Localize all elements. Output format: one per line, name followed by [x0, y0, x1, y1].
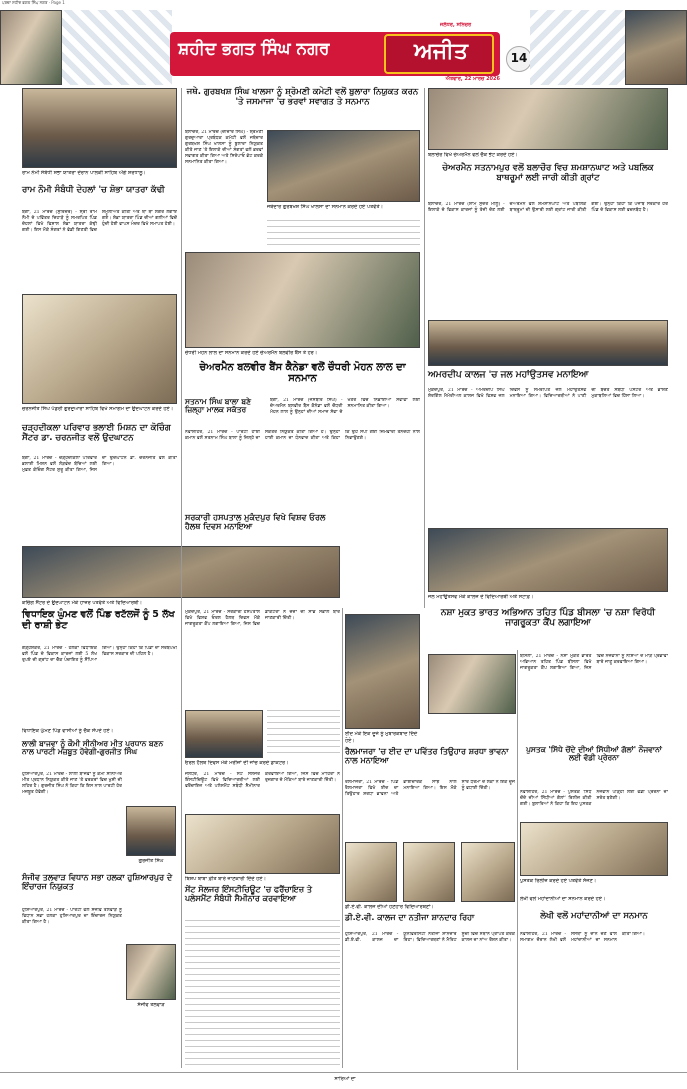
a2-body-cont [267, 220, 420, 250]
a1-caption: ਰਾਮ ਨੌਮੀ ਸੰਬੰਧੀ ਸ਼ੋਭਾ ਯਾਤਰਾ ਦੌਰਾਨ ਪਾਲਕੀ ਸਾਹਿਬ ਅੱਗੇ ਸ਼ਰਧਾਲੂ। [22, 170, 146, 176]
a11-portrait [126, 944, 176, 1000]
a8-headline: ਅਮਰਦੀਪ ਕਾਲਜ 'ਚ ਜਲ ਮਹਾਂਉਤਸਵ ਮਨਾਇਆ [428, 370, 589, 380]
a10-headline: ਲਾਲੀ ਬਾਜਵਾ ਨੂੰ ਕੌਮੀ ਸੀਨੀਅਰ ਮੀਤ ਪ੍ਰਧਾਨ ਬਣਨ ਨਾਲ ਪਾਰਟੀ ਮਜ਼ਬੂਤ ਹੋਵੇਗੀ-ਗੁਰਜੀਤ ਸਿੰਘ [22, 739, 164, 757]
a16-photo-2 [403, 842, 455, 902]
a3-photo [185, 252, 420, 348]
a16-body: ਹੁਸ਼ਿਆਰਪੁਰ, 21 ਮਾਰਚ - ਡੀ.ਏ.ਵੀ. ਕਾਲਜ ਦਾ ਯੂਨੀਵਰਸਿਟੀ ਨਤੀਜਾ ਸ਼ਾਨਦਾਰ ਰਿਹਾ। ਵਿਦਿਆਰਥਣਾਂ ਨੇ ਮੈਰਿਟ ਸੂਚੀ ਵਿਚ ਸਥਾਨ ਪ੍ਰਾਪਤ ਕਰਕੇ ਕਾਲਜ ਦਾ ਨਾਂਅ ਰੌਸ਼ਨ ਕੀਤਾ। [345, 932, 515, 943]
a4-photo [428, 88, 668, 150]
a10-portrait [126, 806, 176, 856]
a9-body: ਗੜ੍ਹਸ਼ੰਕਰ, 21 ਮਾਰਚ - ਹਲਕਾ ਵਿਧਾਇਕ ਵਲੋਂ ਪਿੰਡ ਦੇ ਵਿਕਾਸ ਕਾਰਜਾਂ ਲਈ 5 ਲੱਖ ਰੁਪਏ ਦੀ ਗ੍ਰਾਂਟ ਦਾ ਚੈੱਕ ਪੰਚਾਇਤ ਨੂੰ ਸੌਂਪਿਆ ਗਿਆ। ਉਨ੍ਹਾਂ ਕਿਹਾ ਕਿ ਪਿੰਡਾਂ ਦਾ ਸਰਬਪੱਖੀ ਵਿਕਾਸ ਸਰਕਾਰ ਦੀ ਪਹਿਲ ਹੈ। [22, 646, 177, 663]
a14-caption: ਈਦ ਮੌਕੇ ਇਕ ਦੂਜੇ ਨੂੰ ਮੁਬਾਰਕਬਾਦ ਦਿੰਦੇ ਹੋਏ। [345, 731, 418, 744]
a5-caption: ਚਰਨਜੀਤ ਸਿੰਘ ਪੰਡੋਰੀ ਗੁਰਦੁਆਰਾ ਸਾਹਿਬ ਵਿਖੇ ਸਮਾਗਮ ਦਾ ਉਦਘਾਟਨ ਕਰਦੇ ਹੋਏ। [22, 406, 174, 412]
scan-strip [0, 0, 687, 10]
column-rule-3 [342, 608, 343, 1068]
a12-photo [185, 814, 340, 874]
a8-body: ਮੁਕੰਦਪੁਰ, 21 ਮਾਰਚ - ਅਮਰਦੀਪ ਸਿੰਘ ਸ਼ੇਰਗਿੱਲ ਮੈਮੋਰੀਅਲ ਕਾਲਜ ਵਿਖੇ ਵਿਸ਼ਵ ਜਲ ਦਿਵਸ ਨੂੰ ਸਮਰਪਿਤ ਜਲ ਮਹਾਂਉਤਸਵ ਮਨਾਇਆ ਗਿਆ। ਵਿਦਿਆਰਥੀਆਂ ਨੇ ਪਾਣੀ ਦੀ ਬੱਚਤ ਸਬੰਧੀ ਪੋਸਟਰ ਅਤੇ ਭਾਸ਼ਣ ਮੁਕਾਬਲਿਆਂ ਵਿਚ ਹਿੱਸਾ ਲਿਆ। [428, 388, 668, 399]
a12-headline: ਸੇਂਟ ਸੋਲਜਰ ਇੰਸਟੀਚਿਊਟ 'ਚ ਫਰੈਂਚਾਇਜ਼ ਤੇ ਪਲੇਸਮੈਂਟ ਸੰਬੰਧੀ ਸੈਮੀਨਾਰ ਕਰਵਾਇਆ [185, 885, 312, 903]
column-rule-2 [424, 88, 425, 608]
a10-body: ਹੁਸ਼ਿਆਰਪੁਰ, 21 ਮਾਰਚ - ਲਾਲੀ ਬਾਜਵਾ ਨੂੰ ਕੌਮੀ ਸੀਨੀਅਰ ਮੀਤ ਪ੍ਰਧਾਨ ਨਿਯੁਕਤ ਕੀਤੇ ਜਾਣ 'ਤੇ ਵਰਕਰਾਂ ਵਿਚ ਖੁਸ਼ੀ ਦੀ ਲਹਿਰ ਹੈ। ਗੁਰਜੀਤ ਸਿੰਘ ਨੇ ਕਿਹਾ ਕਿ ਇਸ ਨਾਲ ਪਾਰਟੀ ਹੋਰ ਮਜ਼ਬੂਤ ਹੋਵੇਗੀ। [22, 772, 122, 795]
a15-headline: ਪੁਸਤਕ 'ਸਿੱਧੇ ਚੋਂਦੇ ਦੀਆਂ ਸਿੱਧੀਆਂ ਗੱਲਾਂ' ਨੌਜਵਾਨਾਂ ਲਈ ਵੱਡੀ ਪ੍ਰੇਰਨਾ [526, 745, 662, 763]
a1-headline: ਰਾਮ ਨੌਮੀ ਸੰਬੰਧੀ ਦੇਹਲਾਂ 'ਚ ਸ਼ੋਭਾ ਯਾਤਰਾ ਕੱਢੀ [22, 185, 165, 195]
a1-photo [22, 88, 177, 168]
masthead-title: ਸ਼ਹੀਦ ਭਗਤ ਸਿੰਘ ਨਗਰ [178, 39, 330, 59]
a12-body-cont [185, 920, 340, 1070]
a13-body: ਬੀਸਲਾ, 21 ਮਾਰਚ - ਨਸ਼ਾ ਮੁਕਤ ਭਾਰਤ ਅਭਿਆਨ ਤਹਿਤ ਪਿੰਡ ਬੀਸਲਾ ਵਿਖੇ ਜਾਗਰੂਕਤਾ ਕੈਂਪ ਲਗਾਇਆ ਗਿਆ, ਜਿਸ ਵਿਚ ਨੌਜਵਾਨਾਂ ਨੂੰ ਨਸ਼ਿਆਂ ਦੇ ਮਾੜੇ ਪ੍ਰਭਾਵਾਂ ਬਾਰੇ ਜਾਣੂ ਕਰਵਾਇਆ ਗਿਆ। [520, 654, 668, 671]
a10-portrait-caption: ਗੁਰਜੀਤ ਸਿੰਘ [138, 858, 164, 864]
a6-headline: ਸਤਨਾਮ ਸਿੰਘ ਬਾਲਾ ਬਣੇ ਜ਼ਿਲ੍ਹਾ ਮਾਲਕ ਸਕੱਤਰ [185, 397, 251, 415]
masthead [0, 10, 687, 85]
a16-photo-3 [461, 842, 515, 902]
a5-body: ਬੰਗਾ, 21 ਮਾਰਚ - ਚੜ੍ਹਦੀਕਲਾ ਪਰਿਵਾਰ ਭਲਾਈ ਮਿਸ਼ਨ ਵਲੋਂ ਲੋੜਵੰਦ ਬੱਚਿਆਂ ਲਈ ਮੁਫ਼ਤ ਕੋਚਿੰਗ ਸੈਂਟਰ ਸ਼ੁਰੂ ਕੀਤਾ ਗਿਆ, ਜਿਸ ਦਾ ਉਦਘਾਟਨ ਡਾ. ਚਰਨਜੀਤ ਵਲੋਂ ਕੀਤਾ ਗਿਆ। [22, 456, 177, 473]
a7-headline: ਸਰਕਾਰੀ ਹਸਪਤਾਲ ਮੁਕੰਦਪੁਰ ਵਿਖੇ ਵਿਸ਼ਵ ਓਰਲ ਹੈਲਥ ਦਿਵਸ ਮਨਾਇਆ [185, 513, 326, 531]
a1-body: ਬੰਗਾ, 21 ਮਾਰਚ (ਸੁਰਿੰਦਰ) - ਸ੍ਰੀ ਰਾਮ ਨੌਮੀ ਦੇ ਪਵਿੱਤਰ ਦਿਹਾੜੇ ਨੂੰ ਸਮਰਪਿਤ ਪਿੰਡ ਦੇਹਲਾਂ ਵਿਖੇ ਵਿਸ਼ਾਲ ਸ਼ੋਭਾ ਯਾਤਰਾ ਕੱਢੀ ਗਈ। ਇਸ ਮੌਕੇ ਸੰਗਤਾਂ ਨੇ ਵੱਡੀ ਗਿਣਤੀ ਵਿਚ ਸ਼ਮੂਲੀਅਤ ਕੀਤੀ ਅਤੇ ਥਾਂ ਥਾਂ ਲੰਗਰ ਲਗਾਏ ਗਏ। ਸ਼ੋਭਾ ਯਾਤਰਾ ਪਿੰਡ ਦੀਆਂ ਗਲੀਆਂ ਵਿਚੋਂ ਹੁੰਦੀ ਹੋਈ ਵਾਪਸ ਮੰਦਰ ਵਿਖੇ ਸਮਾਪਤ ਹੋਈ। [22, 210, 177, 233]
a15-caption: ਪੁਸਤਕ ਰਿਲੀਜ਼ ਕਰਦੇ ਹੋਏ ਪਤਵੰਤੇ ਸੱਜਣ। [520, 878, 597, 884]
a8-photo [428, 320, 668, 366]
a3-body: ਬੰਗਾ, 21 ਮਾਰਚ (ਜਸਬੀਰ ਸਿੰਘ) - ਚੇਅਰਮੈਨ ਬਲਵੀਰ ਬੈਂਸ ਕੈਨੇਡਾ ਵਲੋਂ ਚੌਧਰੀ ਮੋਹਨ ਲਾਲ ਨੂੰ ਉਨ੍ਹਾਂ ਦੀਆਂ ਸਮਾਜ ਸੇਵਾ ਦੇ ਖੇਤਰ ਵਿਚ ਨਿਭਾਈਆਂ ਸੇਵਾਵਾਂ ਲਈ ਸਨਮਾਨਿਤ ਕੀਤਾ ਗਿਆ। [270, 398, 420, 415]
a11-headline: ਸੰਜੀਵ ਤਲਵਾੜ ਵਿਧਾਨ ਸਭਾ ਹਲਕਾ ਹੁਸ਼ਿਆਰਪੁਰ ਦੇ ਇੰਚਾਰਜ ਨਿਯੁਕਤ [22, 873, 173, 891]
a7-caption: ਓਰਲ ਹੈਲਥ ਦਿਵਸ ਮੌਕੇ ਮਰੀਜ਼ਾਂ ਦੀ ਜਾਂਚ ਕਰਦੇ ਡਾਕਟਰ। [185, 760, 289, 766]
a17-body: ਨਵਾਂਸ਼ਹਿਰ, 21 ਮਾਰਚ - ਸਮਾਗਮ ਦੌਰਾਨ ਲੇਖੀ ਵਲੋਂ ਸੰਸਥਾ ਨੂੰ ਦਾਨ ਦੇਣ ਵਾਲੇ ਮਹਾਂਦਾਨੀਆਂ ਦਾ ਸਨਮਾਨ ਕੀਤਾ ਗਿਆ। [520, 932, 646, 943]
a8-photo-2 [428, 528, 668, 592]
a5-photo [22, 294, 177, 404]
a15-photo [520, 822, 668, 876]
a9-caption: ਵਿਧਾਇਕ ਘੁੰਮਣ ਪਿੰਡ ਵਾਸੀਆਂ ਨੂੰ ਚੈੱਕ ਸੌਂਪਦੇ ਹੋਏ। [22, 728, 114, 734]
masthead-photo-right [625, 10, 687, 85]
a16-headline: ਡੀ.ਏ.ਵੀ. ਕਾਲਜ ਦਾ ਨਤੀਜਾ ਸ਼ਾਨਦਾਰ ਰਿਹਾ [345, 913, 475, 922]
a14-headline: ਰੈਲਮਾਜਰਾ 'ਚ ਈਦ ਦਾ ਪਵਿੱਤਰ ਤਿਉਹਾਰ ਸ਼ਰਧਾ ਭਾਵਨਾ ਨਾਲ ਮਨਾਇਆ [345, 747, 509, 765]
a13-headline: ਨਸ਼ਾ ਮੁਕਤ ਭਾਰਤ ਅਭਿਆਨ ਤਹਿਤ ਪਿੰਡ ਬੀਸਲਾ 'ਚ ਨਸ਼ਾ ਵਿਰੋਧੀ ਜਾਗਰੂਕਤਾ ਕੈਂਪ ਲਗਾਇਆ [440, 608, 656, 629]
masthead-brand: ਅਜੀਤ [414, 39, 468, 64]
masthead-pattern-left [62, 10, 172, 85]
masthead-edition: ਜਲੰਧਰ, ਸਨਿਚਰ [440, 22, 472, 28]
a15-body: ਨਵਾਂਸ਼ਹਿਰ, 21 ਮਾਰਚ - ਪੁਸਤਕ 'ਸਿੱਧੇ ਚੋਂਦੇ ਦੀਆਂ ਸਿੱਧੀਆਂ ਗੱਲਾਂ' ਰਿਲੀਜ਼ ਕੀਤੀ ਗਈ। ਬੁਲਾਰਿਆਂ ਨੇ ਕਿਹਾ ਕਿ ਇਹ ਪੁਸਤਕ ਨੌਜਵਾਨ ਪੀੜ੍ਹੀ ਲਈ ਵੱਡੀ ਪ੍ਰੇਰਨਾ ਦਾ ਸਰੋਤ ਬਣੇਗੀ। [520, 790, 668, 807]
a3-headline: ਚੇਅਰਮੈਨ ਬਲਵੀਰ ਬੈਂਸ ਕੈਨੇਡਾ ਵਲੋਂ ਚੌਧਰੀ ਮੋਹਨ ਲਾਲ ਦਾ ਸਨਮਾਨ [199, 362, 406, 385]
a16-caption: ਡੀ.ਏ.ਵੀ. ਕਾਲਜ ਦੀਆਂ ਹੋਣਹਾਰ ਵਿਦਿਆਰਥਣਾਂ। [345, 904, 434, 910]
a14-body: ਰੈਲਮਾਜਰਾ, 21 ਮਾਰਚ - ਪਿੰਡ ਰੈਲਮਾਜਰਾ ਵਿਖੇ ਈਦ ਦਾ ਤਿਉਹਾਰ ਸ਼ਰਧਾ ਭਾਵਨਾ ਅਤੇ ਭਾਈਚਾਰਕ ਸਾਂਝ ਨਾਲ ਮਨਾਇਆ ਗਿਆ। ਇਸ ਮੌਕੇ ਸਾਰੇ ਧਰਮਾਂ ਦੇ ਲੋਕਾਂ ਨੇ ਇਕ ਦੂਜੇ ਨੂੰ ਵਧਾਈ ਦਿੱਤੀ। [345, 780, 515, 797]
a17-caption: ਲੇਖੀ ਵਲੋਂ ਮਹਾਂਦਾਨੀਆਂ ਦਾ ਸਨਮਾਨ ਕਰਦੇ ਹੋਏ। [520, 896, 606, 902]
a13-photo [428, 654, 516, 714]
a17-headline: ਲੇਖੀ ਵਲੋਂ ਮਹਾਂਦਾਨੀਆਂ ਦਾ ਸਨਮਾਨ [540, 911, 648, 921]
a5-caption-2: ਕੋਚਿੰਗ ਸੈਂਟਰ ਦੇ ਉਦਘਾਟਨ ਮੌਕੇ ਹਾਜ਼ਰ ਪਤਵੰਤੇ ਅਤੇ ਵਿਦਿਆਰਥੀ। [22, 600, 142, 606]
a7-body-cont [267, 710, 340, 758]
a2-body: ਬਲਾਚੌਰ, 21 ਮਾਰਚ (ਦੀਦਾਰ ਸਿੰਘ) - ਸ਼੍ਰੋਮਣੀ ਗੁਰਦੁਆਰਾ ਪ੍ਰਬੰਧਕ ਕਮੇਟੀ ਵਲੋਂ ਜਥੇਦਾਰ ਗੁਰਬਖਸ਼ ਸਿੰਘ ਖਾਲਸਾ ਨੂੰ ਬੁਲਾਰਾ ਨਿਯੁਕਤ ਕੀਤੇ ਜਾਣ 'ਤੇ ਇਲਾਕੇ ਦੀਆਂ ਸੰਗਤਾਂ ਵਲੋਂ ਭਰਵਾਂ ਸਵਾਗਤ ਕੀਤਾ ਗਿਆ ਅਤੇ ਸਿਰੋਪਾਓ ਭੇਟ ਕਰਕੇ ਸਨਮਾਨਿਤ ਕੀਤਾ ਗਿਆ। [185, 130, 263, 165]
a16-photo-1 [345, 842, 397, 902]
scan-strip-text: ਪਰਚਾ ਸ਼ਹੀਦ ਭਗਤ ਸਿੰਘ ਨਗਰ · Page 1 [2, 0, 65, 5]
a2-photo [267, 130, 420, 202]
a4-headline: ਚੇਅਰਮੈਨ ਸਤਨਾਮਪੁਰ ਵਲੋਂ ਬਲਾਚੌਰ ਵਿਚ ਸ਼ਮਸ਼ਾਨਘਾਟ ਅਤੇ ਪਬਲਿਕ ਬਾਥਰੂਮਾਂ ਲਈ ਜਾਰੀ ਕੀਤੀ ਗ੍ਰਾਂਟ [442, 163, 654, 183]
a14-photo [345, 614, 420, 729]
masthead-photo-left [0, 10, 62, 85]
column-rule-1 [181, 88, 182, 1068]
a5-headline: ਚੜ੍ਹਦੀਕਲਾ ਪਰਿਵਾਰ ਭਲਾਈ ਮਿਸ਼ਨ ਦਾ ਕੋਚਿੰਗ ਸੈਂਟਰ ਡਾ. ਚਰਨਜੀਤ ਵਲੋਂ ਉਦਘਾਟਨ [22, 423, 171, 443]
column-rule-4 [517, 650, 518, 1070]
a8-caption: ਜਲ ਮਹਾਂਉਤਸਵ ਮੌਕੇ ਕਾਲਜ ਦੇ ਵਿਦਿਆਰਥੀ ਅਤੇ ਸਟਾਫ਼। [428, 594, 534, 600]
a2-headline: ਜਥੇ. ਗੁਰਬਖਸ਼ ਸਿੰਘ ਖਾਲਸਾ ਨੂੰ ਸ਼੍ਰੋਮਣੀ ਕਮੇਟੀ ਵਲੋਂ ਬੁਲਾਰਾ ਨਿਯੁਕਤ ਕਰਨ 'ਤੇ ਜਸਮਾਜਾ 'ਚ ਭਰਵਾਂ ਸਵਾਗਤ ਤੇ ਸਨਮਾਨ [186, 87, 419, 107]
masthead-pattern-right [530, 10, 625, 85]
a9-headline: ਵਿਧਾਇਕ ਘੁੰਮਣ ਵਲੋਂ ਪਿੰਡ ਰਟੱਲਜੋਂ ਨੂੰ 5 ਲੱਖ ਦੀ ਰਾਸ਼ੀ ਭੇਟ [22, 609, 175, 631]
masthead-date: ਐਤਵਾਰ, 22 ਮਾਰਚ 2026 [445, 76, 500, 82]
a4-caption: ਬਲਾਚੌਰ ਵਿਖੇ ਚੇਅਰਮੈਨ ਵਲੋਂ ਚੈੱਕ ਭੇਟ ਕਰਦੇ ਹੋਏ। [428, 152, 518, 158]
a12-body: ਜਲੰਧਰ, 21 ਮਾਰਚ - ਸੇਂਟ ਸੋਲਜਰ ਇੰਸਟੀਚਿਊਟ ਵਿਖੇ ਵਿਦਿਆਰਥੀਆਂ ਲਈ ਫਰੈਂਚਾਇਜ਼ ਅਤੇ ਪਲੇਸਮੈਂਟ ਸਬੰਧੀ ਸੈਮੀਨਾਰ ਕਰਵਾਇਆ ਗਿਆ, ਜਿਸ ਵਿਚ ਮਾਹਿਰਾਂ ਨੇ ਰੁਜ਼ਗਾਰ ਦੇ ਮੌਕਿਆਂ ਬਾਰੇ ਜਾਣਕਾਰੀ ਦਿੱਤੀ। [185, 772, 340, 789]
a12-caption: ਬਿਸ਼ਪ ਬਾਬਾ ਫ਼ੀਤ ਬਾਰੇ ਜਾਣਕਾਰੀ ਦਿੰਦੇ ਹੋਏ। [185, 876, 266, 882]
a2-caption: ਜਥੇਦਾਰ ਗੁਰਬਖਸ਼ ਸਿੰਘ ਖਾਲਸਾ ਦਾ ਸਨਮਾਨ ਕਰਦੇ ਹੋਏ ਪਤਵੰਤੇ। [267, 204, 383, 210]
footer-text: ਸਾਰਿਆਂ ਦਾ [334, 1076, 356, 1082]
a11-portrait-caption: ਸੰਜੀਵ ਤਲਵਾੜ [137, 1002, 165, 1008]
a4-body: ਬਲਾਚੌਰ, 21 ਮਾਰਚ (ਸ਼ਾਮ ਸੁੰਦਰ ਮੀਲੂ) - ਇਲਾਕੇ ਦੇ ਵਿਕਾਸ ਕਾਰਜਾਂ ਨੂੰ ਤੇਜ਼ੀ ਦੇਣ ਲਈ ਚੇਅਰਮੈਨ ਵਲੋਂ ਸ਼ਮਸ਼ਾਨਘਾਟ ਅਤੇ ਪਬਲਿਕ ਬਾਥਰੂਮਾਂ ਦੀ ਉਸਾਰੀ ਲਈ ਗ੍ਰਾਂਟ ਜਾਰੀ ਕੀਤੀ ਗਈ। ਉਨ੍ਹਾਂ ਕਿਹਾ ਕਿ ਪੰਜਾਬ ਸਰਕਾਰ ਹਰ ਪਿੰਡ ਦੇ ਵਿਕਾਸ ਲਈ ਵਚਨਬੱਧ ਹੈ। [428, 202, 668, 213]
a7-body: ਮੁਕੰਦਪੁਰ, 21 ਮਾਰਚ - ਸਰਕਾਰੀ ਹਸਪਤਾਲ ਵਿਖੇ ਵਿਸ਼ਵ ਓਰਲ ਹੈਲਥ ਦਿਵਸ ਮੌਕੇ ਜਾਗਰੂਕਤਾ ਕੈਂਪ ਲਗਾਇਆ ਗਿਆ, ਜਿਸ ਵਿਚ ਡਾਕਟਰਾਂ ਨੇ ਦੰਦਾਂ ਦੀ ਸਾਂਭ ਸੰਭਾਲ ਬਾਰੇ ਜਾਣਕਾਰੀ ਦਿੱਤੀ। [185, 610, 340, 627]
a11-body: ਹੁਸ਼ਿਆਰਪੁਰ, 21 ਮਾਰਚ - ਪਾਰਟੀ ਵਲੋਂ ਸੰਜੀਵ ਤਲਵਾੜ ਨੂੰ ਵਿਧਾਨ ਸਭਾ ਹਲਕਾ ਹੁਸ਼ਿਆਰਪੁਰ ਦਾ ਇੰਚਾਰਜ ਨਿਯੁਕਤ ਕੀਤਾ ਗਿਆ ਹੈ। [22, 908, 122, 925]
a3-caption: ਚੌਧਰੀ ਮੋਹਨ ਲਾਲ ਦਾ ਸਨਮਾਨ ਕਰਦੇ ਹੋਏ ਚੇਅਰਮੈਨ ਬਲਵੀਰ ਬੈਂਸ ਤੇ ਹੋਰ। [185, 350, 318, 356]
a7-photo [185, 710, 263, 758]
page-number: 14 [510, 51, 528, 65]
a6-body: ਨਵਾਂਸ਼ਹਿਰ, 21 ਮਾਰਚ - ਪਾਰਟੀ ਹਾਈ ਕਮਾਨ ਵਲੋਂ ਸਤਨਾਮ ਸਿੰਘ ਬਾਲਾ ਨੂੰ ਜ਼ਿਲ੍ਹੇ ਦਾ ਸਕੱਤਰ ਨਿਯੁਕਤ ਕੀਤਾ ਗਿਆ ਹੈ। ਉਨ੍ਹਾਂ ਹਾਈ ਕਮਾਨ ਦਾ ਧੰਨਵਾਦ ਕੀਤਾ ਅਤੇ ਕਿਹਾ ਕਿ ਉਹ ਸੌਂਪੀ ਗਈ ਜ਼ਿੰਮੇਵਾਰੀ ਤਨਦੇਹੀ ਨਾਲ ਨਿਭਾਉਣਗੇ। [185, 430, 420, 441]
